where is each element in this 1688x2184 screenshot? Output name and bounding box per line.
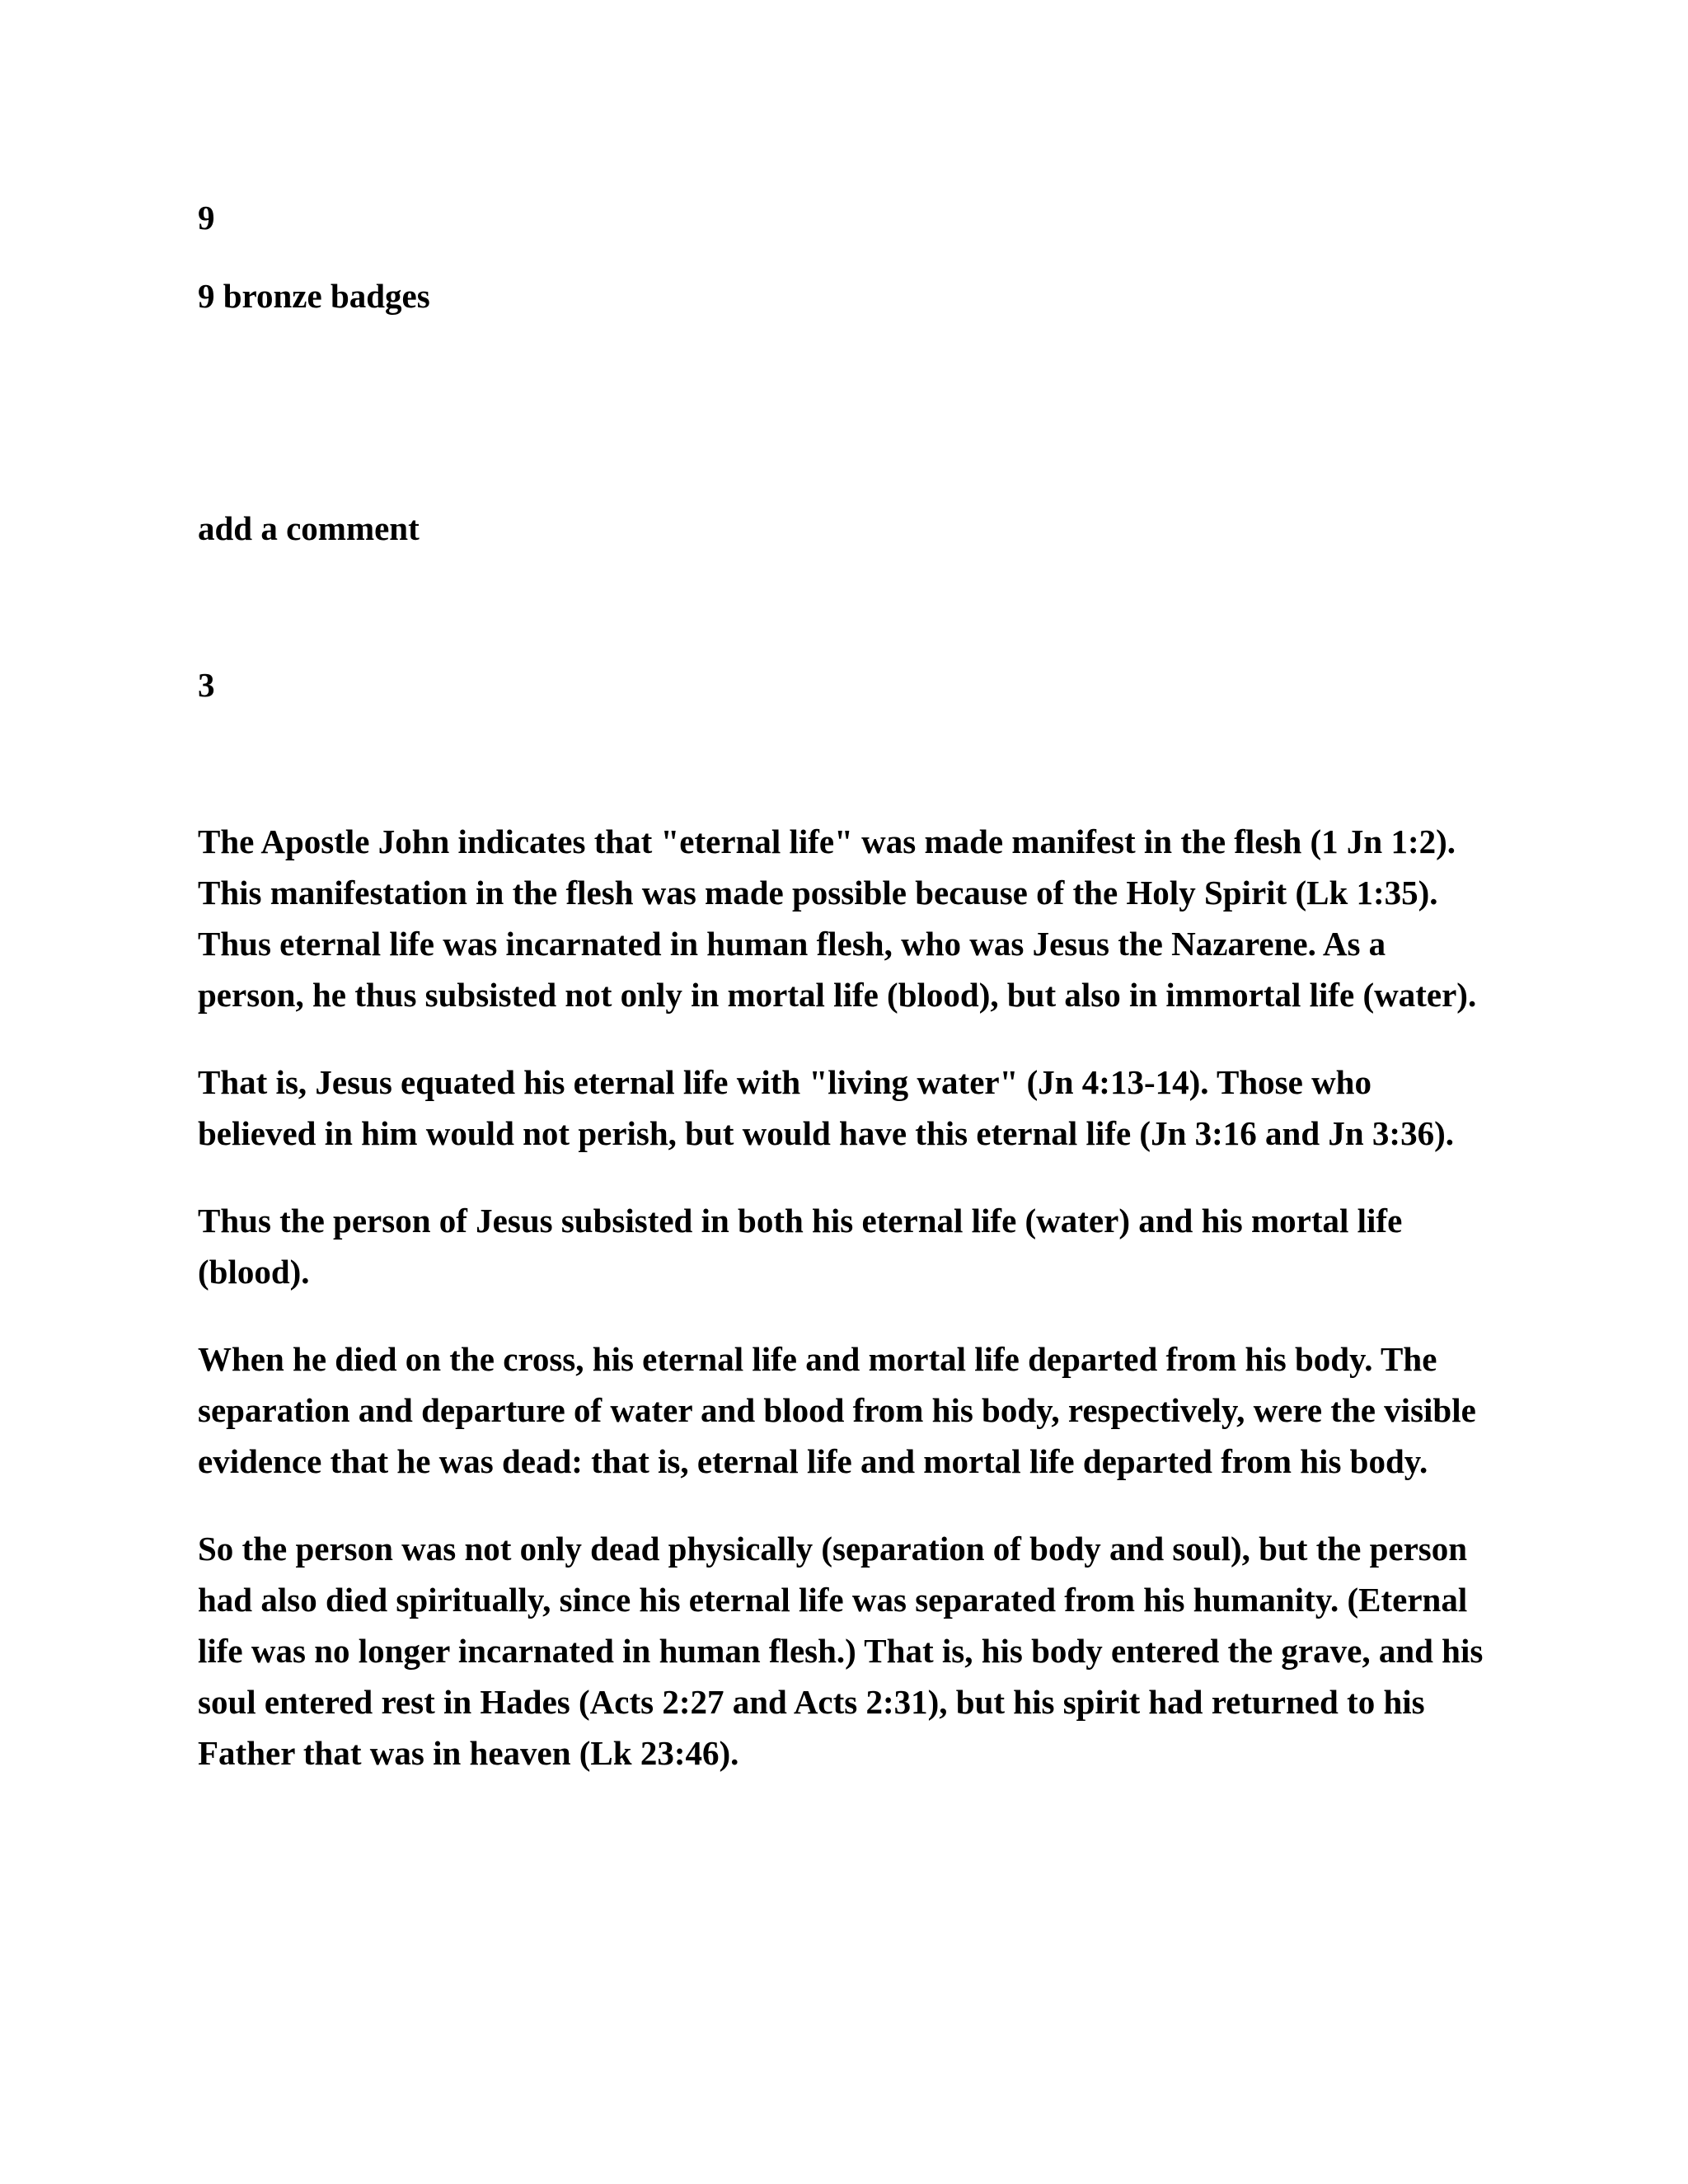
reputation-score: 9 (198, 199, 215, 237)
answer-paragraph: When he died on the cross, his eternal life and mortal life departed from his body. The separation and departure of water and blood from his body, respectively, were the visible evidence that he was dead: that is, eternal life and mortal life departed from his body. (198, 1340, 1476, 1480)
answer-paragraph: So the person was not only dead physically (separation of body and soul), but the person had also died spiritually, since his eternal life was separated from his humanity. (Eternal life was no longer incarnated in human flesh.) That is, his body entered the grave, and his soul entered rest in Hades (Acts 2:27 and Acts 2:31), but his spirit had returned to his Father that was in heaven (Lk 23:46). (198, 1530, 1484, 1772)
bronze-badges-count: 9 bronze badges (198, 277, 430, 315)
answer-vote-count: 3 (198, 666, 215, 704)
answer-paragraph: That is, Jesus equated his eternal life with "living water" (Jn 4:13-14). Those who believed in him would not perish, but would have this eternal life (Jn 3:16 and Jn 3:36). (198, 1063, 1454, 1152)
add-comment-link[interactable]: add a comment (198, 509, 420, 547)
answer-body (198, 816, 1484, 1815)
answer-paragraph: Thus the person of Jesus subsisted in both his eternal life (water) and his mortal life (blood). (198, 1202, 1403, 1291)
answer-paragraph: The Apostle John indicates that "eternal life" was made manifest in the flesh (1 Jn 1:2). This manifestation in the flesh was made possible because of the Holy Spirit (Lk 1:35). Thus eternal life was incarnated in human flesh, who was Jesus the Nazarene. As a person, he thus subsisted not only in mortal life (blood), but also in immortal life (water). (198, 823, 1477, 1014)
